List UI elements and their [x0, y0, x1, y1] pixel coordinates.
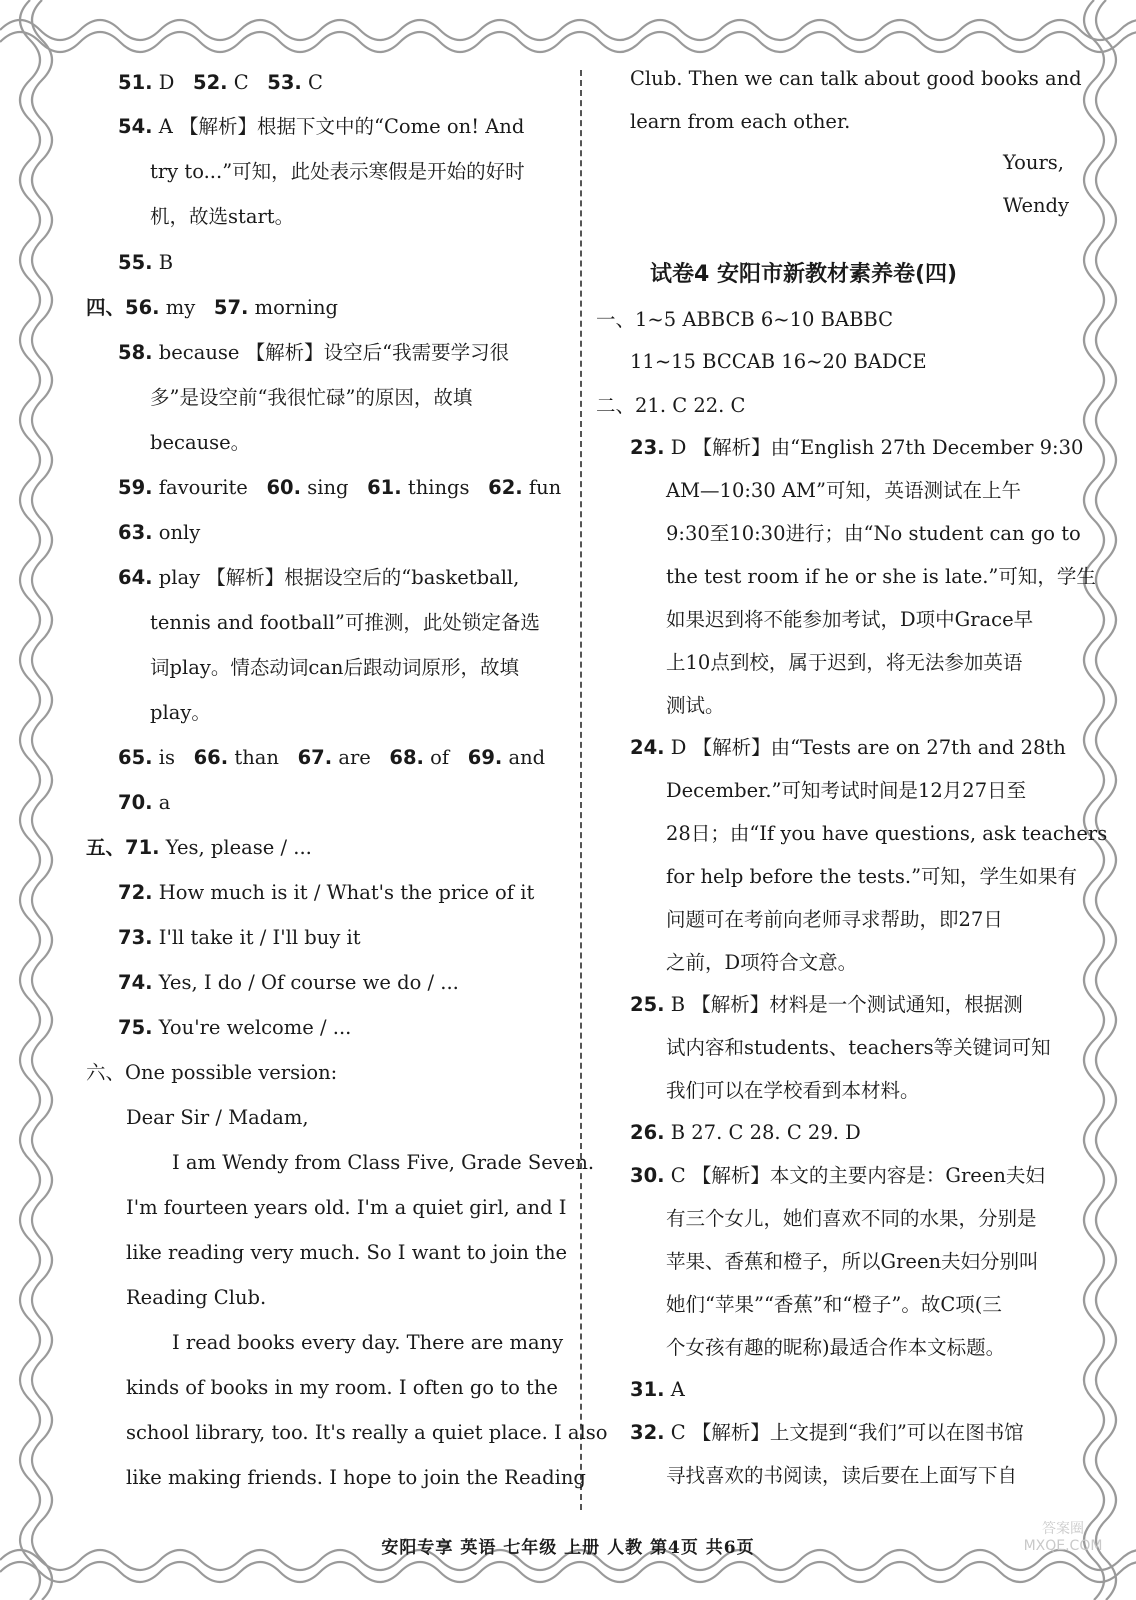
answer-54-cont: try to...”可知，此处表示寒假是开始的好时 [150, 160, 525, 183]
section-1-answers: 一、1~5 ABBCB 6~10 BABBC [596, 308, 894, 331]
answer-54-cont: 机，故选start。 [150, 205, 295, 228]
answer-32: 32. C 【解析】上文提到“我们”可以在图书馆 [630, 1421, 1024, 1444]
answer-70: 70. a [118, 791, 171, 814]
answer-64: 64. play 【解析】根据设空后的“basketball, [118, 566, 520, 589]
answer-30-cont: 个女孩有趣的昵称)最适合作本文标题。 [666, 1336, 1006, 1359]
answer-75: 75. You're welcome / ... [118, 1016, 352, 1039]
letter-body-line: I'm fourteen years old. I'm a quiet girl, and I [126, 1196, 567, 1219]
answer-64-cont: tennis and football”可推测，此处锁定备选 [150, 611, 540, 634]
answer-32-cont: 寻找喜欢的书阅读，读后要在上面写下自 [666, 1464, 1018, 1487]
answer-55: 55. B [118, 251, 174, 274]
answer-23-cont: 9:30至10:30进行；由“No student can go to [666, 522, 1081, 545]
writing-section-title: 六、One possible version: [86, 1061, 338, 1084]
letter-body-line: kinds of books in my room. I often go to the [126, 1376, 558, 1399]
answer-63: 63. only [118, 521, 201, 544]
letter-salutation: Dear Sir / Madam, [126, 1106, 309, 1129]
answer-26-29: 26. B 27. C 28. C 29. D [630, 1121, 861, 1144]
letter-body-line: like reading very much. So I want to join the [126, 1241, 568, 1264]
answer-24-cont: 之前，D项符合文意。 [666, 951, 858, 974]
answer-24-cont: for help before the tests.”可知，学生如果有 [666, 865, 1078, 888]
answer-24: 24. D 【解析】由“Tests are on 27th and 28th [630, 736, 1066, 759]
letter-body-line: Reading Club. [126, 1286, 267, 1309]
test-paper-title: 试卷4 安阳市新教材素养卷(四) [650, 262, 958, 287]
answer-30: 30. C 【解析】本文的主要内容是：Green夫妇 [630, 1164, 1045, 1187]
answer-64-cont: play。 [150, 701, 211, 724]
letter-body-line: I am Wendy from Class Five, Grade Seven. [172, 1151, 595, 1174]
answer-23-cont: 测试。 [666, 694, 725, 717]
section-2-answers: 二、21. C 22. C [596, 394, 746, 417]
answer-58: 58. because 【解析】设空后“我需要学习很 [118, 341, 510, 364]
answer-23: 23. D 【解析】由“English 27th December 9:30 [630, 436, 1084, 459]
answer-58-cont: because。 [150, 431, 251, 454]
letter-body-line: Club. Then we can talk about good books and [630, 67, 1082, 90]
answer-65-69: 65. is 66. than 67. are 68. of 69. and [118, 746, 546, 769]
letter-body-line: school library, too. It's really a quiet place. I also [126, 1421, 608, 1444]
answer-25: 25. B 【解析】材料是一个测试通知，根据测 [630, 993, 1023, 1016]
answer-58-cont: 多”是设空前“我很忙碌”的原因，故填 [150, 386, 473, 409]
letter-body-line: like making friends. I hope to join the Reading [126, 1466, 586, 1489]
answer-59-62: 59. favourite 60. sing 61. things 62. fun [118, 476, 562, 499]
section-1-answers-cont: 11~15 BCCAB 16~20 BADCE [630, 350, 927, 373]
answer-23-cont: 上10点到校，属于迟到，将无法参加英语 [666, 651, 1023, 674]
answer-54: 54. A 【解析】根据下文中的“Come on! And [118, 115, 525, 138]
page-footer: 安阳专享 英语 七年级 上册 人教 第4页 共6页 [381, 1538, 755, 1558]
answer-51-53: 51. D 52. C 53. C [118, 71, 323, 94]
answer-24-cont: December.”可知考试时间是12月27日至 [666, 779, 1027, 802]
letter-body-line: I read books every day. There are many [172, 1331, 564, 1354]
answer-25-cont: 我们可以在学校看到本材料。 [666, 1079, 920, 1102]
answer-30-cont: 有三个女儿，她们喜欢不同的水果，分别是 [666, 1207, 1037, 1230]
answer-30-cont: 苹果、香蕉和橙子，所以Green夫妇分别叫 [666, 1250, 1039, 1273]
answer-24-cont: 28日；由“If you have questions, ask teachers [666, 822, 1108, 845]
answer-23-cont: 如果迟到将不能参加考试，D项中Grace早 [666, 608, 1034, 631]
answer-73: 73. I'll take it / I'll buy it [118, 926, 361, 949]
answer-64-cont: 词play。情态动词can后跟动词原形，故填 [150, 656, 519, 679]
answer-71: 五、71. Yes, please / ... [86, 836, 312, 859]
letter-closing: Yours, [1003, 151, 1065, 174]
answer-23-cont: the test room if he or she is late.”可知，学生 [666, 565, 1096, 588]
answer-24-cont: 问题可在考前向老师寻求帮助，即27日 [666, 908, 1003, 931]
section-4-answers: 四、56. my 57. morning [86, 296, 339, 319]
watermark-logo: 答案圈 MXQE.COM [1023, 1521, 1103, 1554]
answer-30-cont: 她们“苹果”“香蕉”和“橙子”。故C项(三 [666, 1293, 1002, 1316]
answer-72: 72. How much is it / What's the price of it [118, 881, 535, 904]
column-divider [580, 70, 582, 1510]
answer-23-cont: AM—10:30 AM”可知，英语测试在上午 [666, 479, 1021, 502]
answer-74: 74. Yes, I do / Of course we do / ... [118, 971, 459, 994]
answer-31: 31. A [630, 1378, 685, 1401]
answer-25-cont: 试内容和students、teachers等关键词可知 [666, 1036, 1051, 1059]
letter-signature: Wendy [1003, 194, 1070, 217]
letter-body-line: learn from each other. [630, 110, 851, 133]
